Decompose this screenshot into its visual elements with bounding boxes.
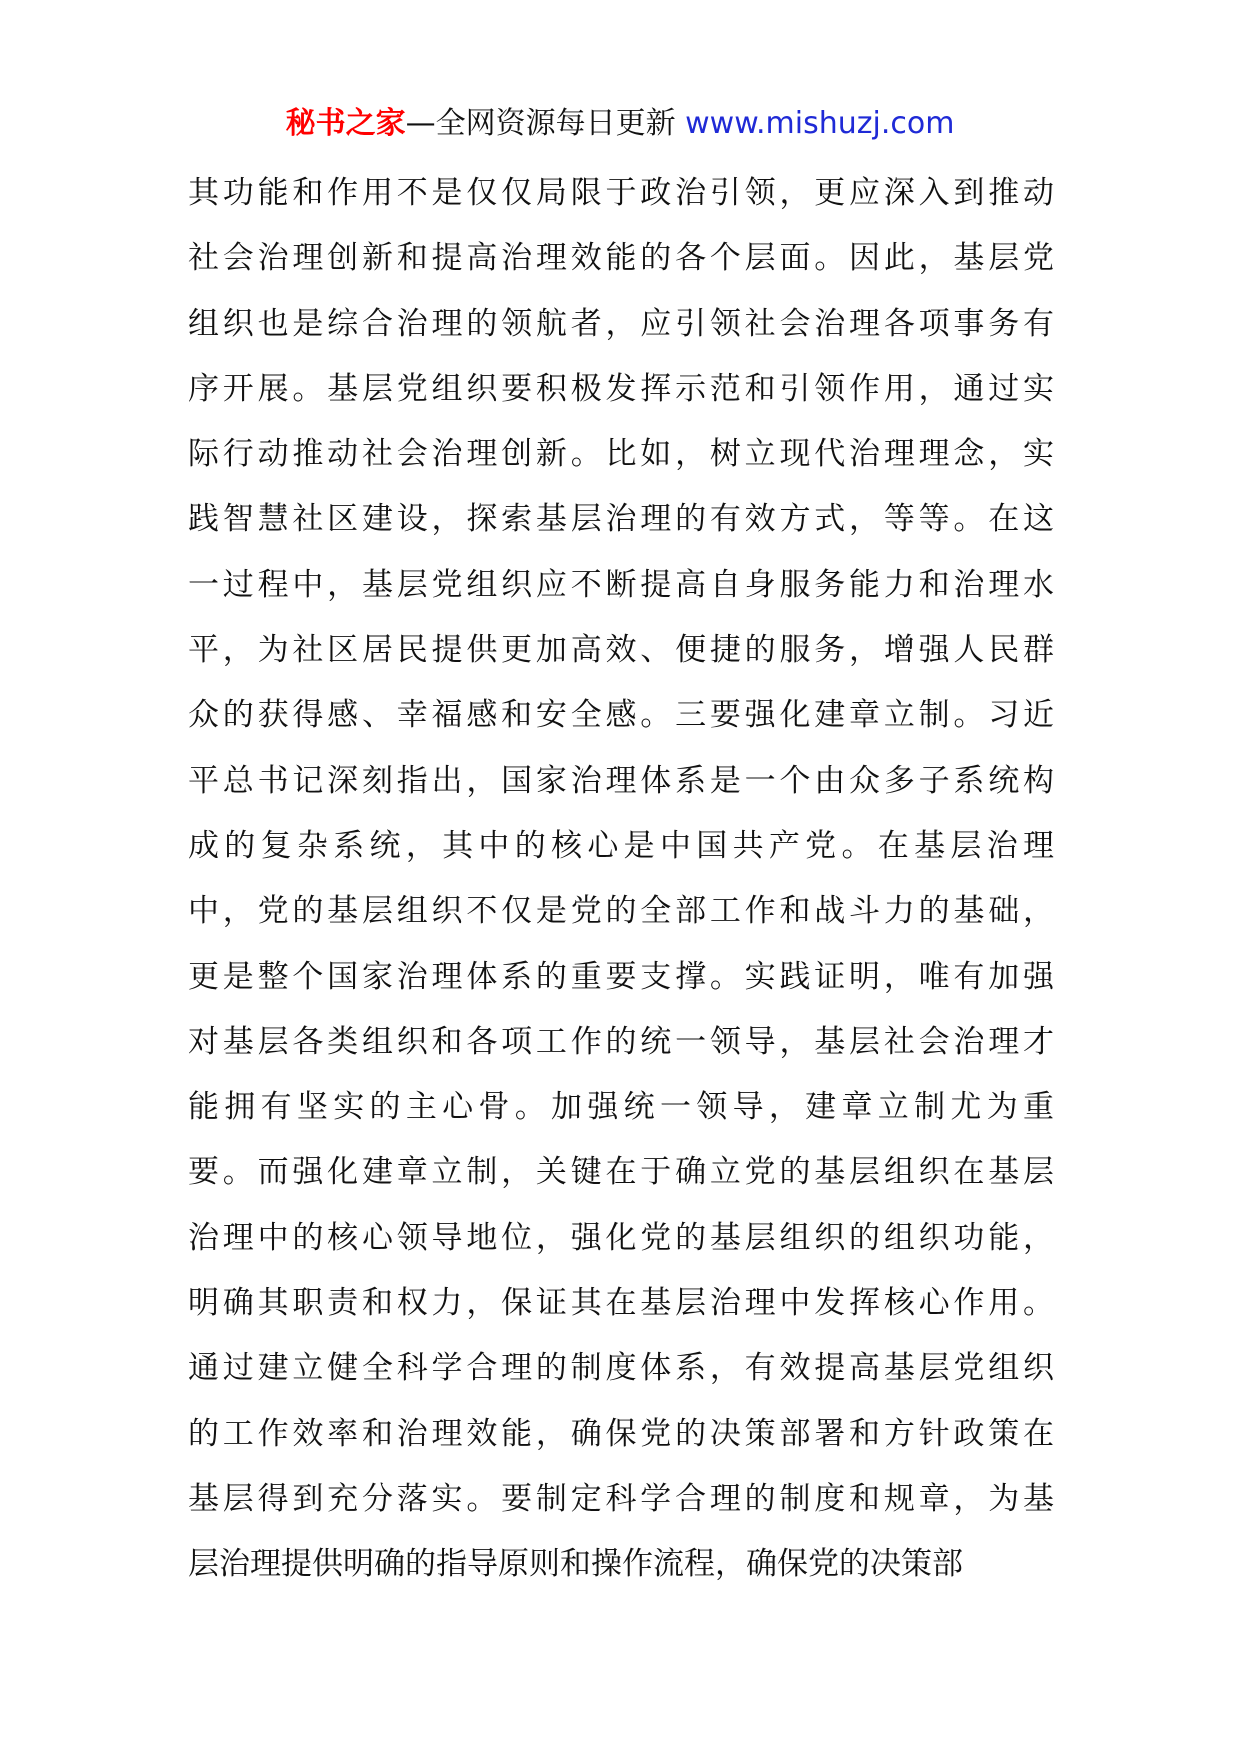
text-line: 其功能和作用不是仅仅局限于政治引领，更应深入到推动 [188,175,1054,211]
text-line: 基层得到充分落实。要制定科学合理的制度和规章，为基 [188,1480,1054,1517]
text-line: 众的获得感、幸福感和安全感。三要强化建章立制。习近 [188,697,1054,734]
text-line: 要。而强化建章立制，关键在于确立党的基层组织在基层 [188,1154,1054,1191]
text-line: 一过程中，基层党组织应不断提高自身服务能力和治理水 [188,566,1054,603]
text-line: 组织也是综合治理的领航者，应引领社会治理各项事务有 [188,305,1054,342]
text-line: 平总书记深刻指出，国家治理体系是一个由众多子系统构 [188,762,1054,799]
text-line: 对基层各类组织和各项工作的统一领导，基层社会治理才 [188,1023,1054,1060]
site-tagline: —全网资源每日更新 [405,106,686,141]
document-body [188,161,1054,1598]
text-line: 序开展。基层党组织要积极发挥示范和引领作用，通过实 [188,370,1054,407]
site-url-link[interactable]: www.mishuzj.com [685,106,955,141]
text-line: 中，党的基层组织不仅是党的全部工作和战斗力的基础， [188,893,1054,930]
text-line: 能拥有坚实的主心骨。加强统一领导，建章立制尤为重 [188,1089,1054,1126]
site-brand: 秘书之家 [285,106,406,141]
text-line: 成的复杂系统，其中的核心是中国共产党。在基层治理 [188,827,1054,864]
text-line: 的工作效率和治理效能，确保党的决策部署和方针政策在 [188,1415,1054,1452]
text-line: 更是整个国家治理体系的重要支撑。实践证明，唯有加强 [188,958,1054,995]
text-line: 层治理提供明确的指导原则和操作流程，确保党的决策部 [188,1546,963,1583]
text-line: 通过建立健全科学合理的制度体系，有效提高基层党组织 [188,1350,1054,1387]
text-line: 明确其职责和权力，保证其在基层治理中发挥核心作用。 [188,1285,1054,1322]
site-header [0,102,1240,146]
text-line: 平，为社区居民提供更加高效、便捷的服务，增强人民群 [188,632,1054,669]
text-line: 社会治理创新和提高治理效能的各个层面。因此，基层党 [188,240,1054,277]
text-line: 际行动推动社会治理创新。比如，树立现代治理理念，实 [188,436,1054,473]
text-line: 治理中的核心领导地位，强化党的基层组织的组织功能， [188,1219,1054,1256]
text-line: 践智慧社区建设，探索基层治理的有效方式，等等。在这 [188,501,1054,538]
